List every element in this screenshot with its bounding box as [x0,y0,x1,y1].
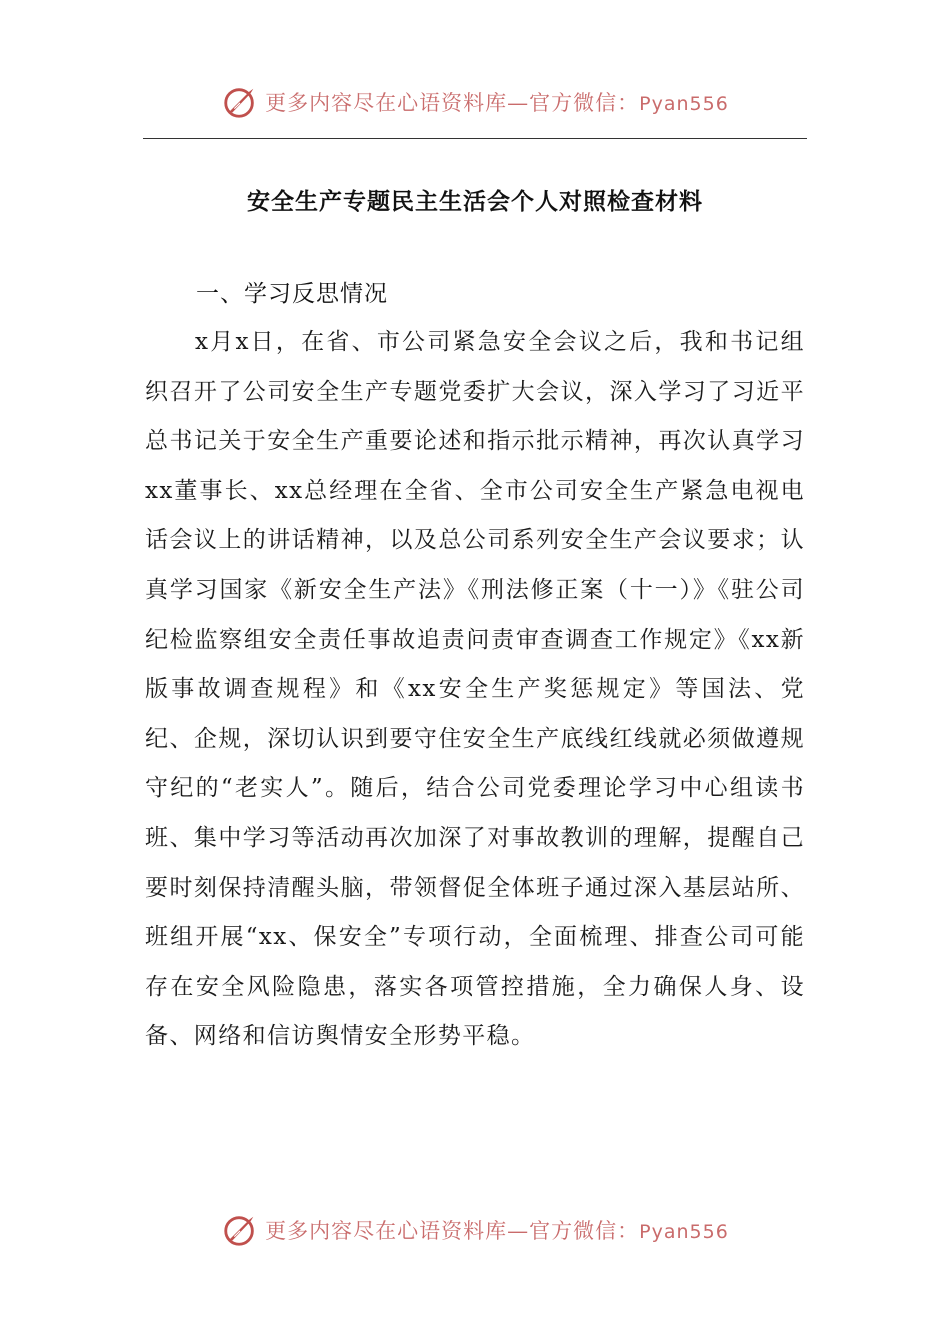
footer-banner-text: 更多内容尽在心语资料库—官方微信：Pyan556 [265,1219,729,1243]
header-banner [0,80,950,124]
section-heading: 一、学习反思情况 [196,281,388,307]
footer-wechat-id: Pyan556 [639,1221,729,1243]
header-banner-text: 更多内容尽在心语资料库—官方微信：Pyan556 [265,91,729,115]
footer-banner [0,1208,950,1252]
header-divider [143,138,807,139]
body-paragraph: x月x日，在省、市公司紧急安全会议之后，我和书记组织召开了公司安全生产专题党委扩大会议，深入学习了习近平总书记关于安全生产重要论述和指示批示精神，再次认真学习xx董事长、xx总经理在全省、全市公司安全生产紧急电视电话会议上的讲话精神，以及总公司系列安全生产会议要求；认真学习国家《新安全生产法》《刑法修正案（十一）》《驻公司纪检监察组安全责任事故追责问责审查调查工作规定》《xx新版事故调查规程》和《xx安全生产奖惩规定》等国法、党纪、企规，深切认识到要守住安全生产底线红线就必须做遵规守纪的“老实人”。随后，结合公司党委理论学习中心组读书班、集中学习等活动再次加深了对事故教训的理解，提醒自己要时刻保持清醒头脑，带领督促全体班子通过深入基层站所、班组开展“xx、保安全”专项行动，全面梳理、排查公司可能存在安全风险隐患，落实各项管控措施，全力确保人身、设备、网络和信访舆情安全形势平稳。 [145,329,805,1050]
header-wechat-id: Pyan556 [639,93,729,115]
pen-circle-logo-icon [221,83,259,121]
document-title: 安全生产专题民主生活会个人对照检查材料 [247,189,703,215]
pen-circle-logo-icon [221,1211,259,1249]
